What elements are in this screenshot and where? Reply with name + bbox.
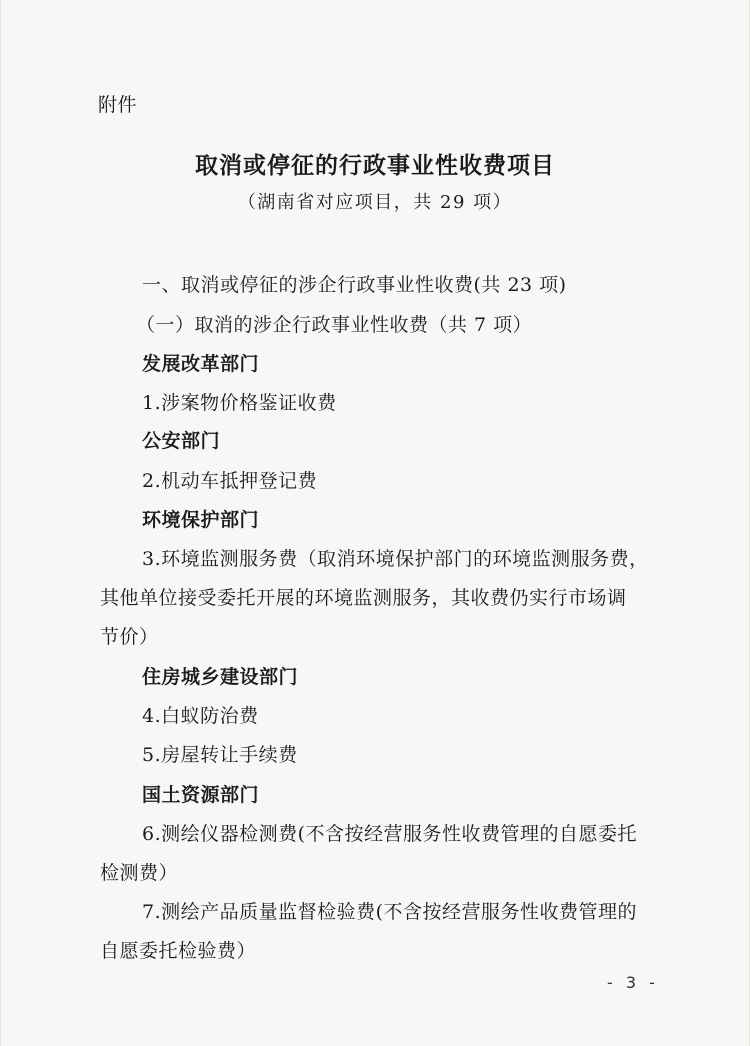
section-heading: 一、取消或停征的涉企行政事业性收费(共 23 项): [142, 274, 567, 296]
document-title: 取消或停征的行政事业性收费项目: [195, 153, 555, 179]
list-item-continuation: 检测费）: [100, 862, 179, 884]
department-heading: 环境保护部门: [142, 509, 260, 531]
department-heading: 公安部门: [142, 430, 221, 452]
document-subtitle: （湖南省对应项目，共 29 项）: [237, 192, 513, 213]
list-item: 1.涉案物价格鉴证收费: [142, 392, 337, 414]
list-item-continuation: 其他单位接受委托开展的环境监测服务，其收费仍实行市场调: [100, 587, 627, 609]
page-number: - 3 -: [607, 973, 659, 992]
department-heading: 发展改革部门: [142, 353, 260, 375]
department-heading: 住房城乡建设部门: [142, 666, 299, 688]
attachment-label: 附件: [98, 94, 138, 116]
department-heading: 国土资源部门: [142, 784, 260, 806]
list-item: 6.测绘仪器检测费(不含按经营服务性收费管理的自愿委托: [142, 823, 638, 845]
list-item-continuation: 自愿委托检验费）: [100, 940, 257, 962]
list-item: 4.白蚁防治费: [142, 705, 259, 727]
subsection-heading: （一）取消的涉企行政事业性收费（共 7 项）: [136, 314, 533, 336]
list-item: 5.房屋转让手续费: [142, 744, 298, 766]
list-item: 2.机动车抵押登记费: [142, 470, 318, 492]
list-item: 3.环境监测服务费（取消环境保护部门的环境监测服务费，: [142, 548, 649, 570]
list-item: 7.测绘产品质量监督检验费(不含按经营服务性收费管理的: [142, 901, 638, 923]
list-item-continuation: 节价）: [100, 626, 159, 648]
